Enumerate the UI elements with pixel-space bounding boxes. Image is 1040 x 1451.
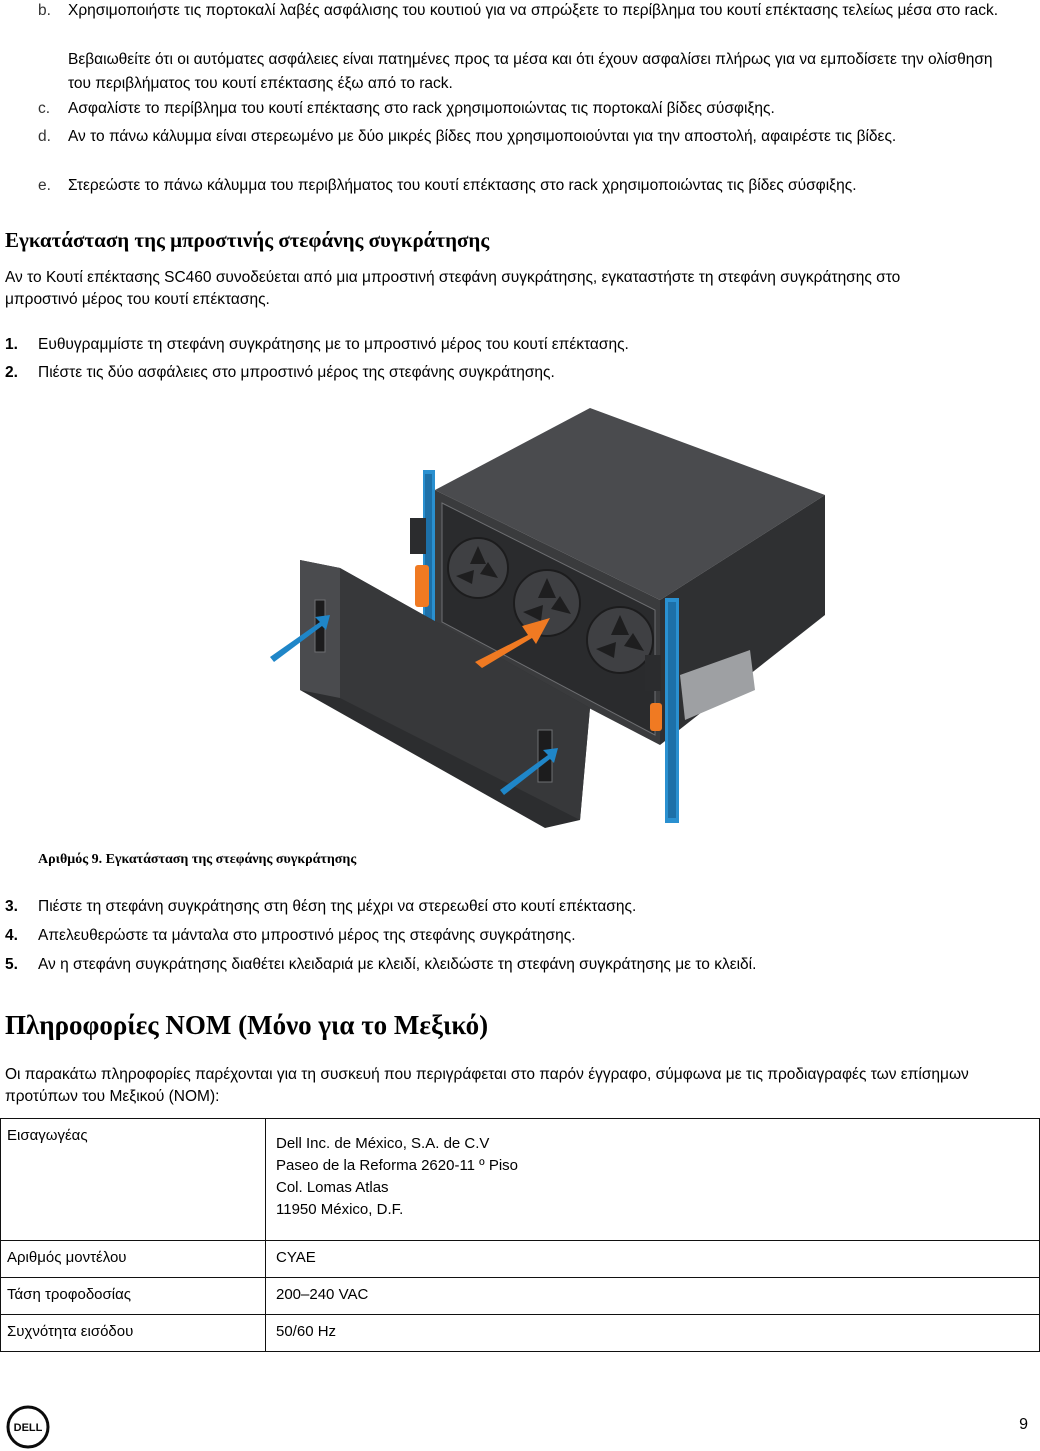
step-text: Αν η στεφάνη συγκράτησης διαθέτει κλειδαριά με κλειδί, κλειδώστε τη στεφάνη συγκράτησης με το κλειδί. <box>38 956 757 973</box>
right-handle <box>650 703 662 731</box>
importer-line: Dell Inc. de México, S.A. de C.V <box>276 1135 490 1152</box>
step-letter: b. <box>38 2 51 19</box>
step-d <box>0 126 1030 170</box>
step-letter: e. <box>38 177 51 194</box>
step-text: Ασφαλίστε το περίβλημα του κουτί επέκτασης στο rack χρησιμοποιώντας τις πορτοκαλί βίδες σύσφιξης. <box>68 100 775 117</box>
step-text: Απελευθερώστε τα μάνταλα στο μπροστινό μέρος της στεφάνης συγκράτησης. <box>38 927 576 944</box>
step-e <box>0 175 1030 197</box>
table-row <box>1 1315 1040 1352</box>
dell-logo <box>2 1405 54 1449</box>
step-number: 3. <box>5 898 18 915</box>
step-text: Ευθυγραμμίστε τη στεφάνη συγκράτησης με το μπροστινό μέρος του κουτί επέκτασης. <box>38 336 629 353</box>
importer-line: Col. Lomas Atlas <box>276 1179 389 1196</box>
step-c <box>0 98 1030 120</box>
step-number: 2. <box>5 364 18 381</box>
section-intro-bezel: Αν το Κουτί επέκτασης SC460 συνοδεύεται από μια μπροστινή στεφάνη συγκράτησης, εγκαταστήστε τη στεφάνη συγκράτησης στο μπροστινό μέρος του κουτί επέκτασης. <box>5 269 901 308</box>
section-heading-nom: Πληροφορίες NOM (Μόνο για το Μεξικό) <box>5 1010 489 1040</box>
step-letter: c. <box>38 100 51 117</box>
step-text: Πιέστε τις δύο ασφάλειες στο μπροστινό μέρος της στεφάνης συγκράτησης. <box>38 364 555 381</box>
logo-text: DELL <box>13 1422 43 1434</box>
step-number: 4. <box>5 927 18 944</box>
section-intro-nom: Οι παρακάτω πληροφορίες παρέχονται για τη συσκευή που περιγράφεται στο παρόν έγγραφο, σύμφωνα με τις προδιαγραφές των επίσημων προτύπων του Μεξικού (NOM): <box>5 1066 969 1105</box>
row-label: Συχνότητα εισόδου <box>1 1315 266 1352</box>
row-label: Αριθμός μοντέλου <box>1 1241 266 1278</box>
importer-value <box>266 1119 1040 1241</box>
table-row <box>1 1119 1040 1241</box>
nom-info-table <box>0 1118 1040 1352</box>
table-row <box>1 1241 1040 1278</box>
step-b <box>0 0 1030 44</box>
row-value: 50/60 Hz <box>266 1315 1040 1352</box>
bezel-installation-figure <box>260 400 840 840</box>
step-text: Στερεώστε το πάνω κάλυμμα του περιβλήματος του κουτί επέκτασης στο rack χρησιμοποιώντας τις βίδες σύσφιξης. <box>68 177 857 194</box>
step-text: Πιέστε τη στεφάνη συγκράτησης στη θέση της μέχρι να στερεωθεί στο κουτί επέκτασης. <box>38 898 637 915</box>
step-text: Αν το πάνω κάλυμμα είναι στερεωμένο με δύο μικρές βίδες που χρησιμοποιούνται για την αποστολή, αφαιρέστε τις βίδες. <box>68 128 897 145</box>
step-note-text: Βεβαιωθείτε ότι οι αυτόματες ασφάλειες είναι πατημένες προς τα μέσα και ότι έχουν ασφαλίσει πλήρως για να εμποδίσετε την ολίσθηση του περιβλήματος του κουτί επέκτασης έξω από το rack. <box>68 51 993 92</box>
row-label: Τάση τροφοδοσίας <box>1 1278 266 1315</box>
step-number: 1. <box>5 336 18 353</box>
step-b-note <box>0 48 1030 92</box>
left-handle <box>415 565 429 607</box>
page-number: 9 <box>1019 1416 1028 1433</box>
section-heading-bezel: Εγκατάσταση της μπροστινής στεφάνης συγκράτησης <box>5 228 490 252</box>
figure-caption: Αριθμός 9. Εγκατάσταση της στεφάνης συγκράτησης <box>38 852 357 867</box>
table-row <box>1 1278 1040 1315</box>
importer-label: Εισαγωγέας <box>1 1119 266 1241</box>
step-text: Χρησιμοποιήστε τις πορτοκαλί λαβές ασφάλισης του κουτιού για να σπρώξετε το περίβλημα του κουτί επέκτασης τελείως μέσα στο rack. <box>68 2 999 19</box>
importer-line: Paseo de la Reforma 2620-11 º Piso <box>276 1157 519 1174</box>
row-value: CYAE <box>266 1241 1040 1278</box>
importer-line: 11950 México, D.F. <box>276 1201 404 1218</box>
step-letter: d. <box>38 128 51 145</box>
row-value: 200–240 VAC <box>266 1278 1040 1315</box>
step-number: 5. <box>5 956 18 973</box>
